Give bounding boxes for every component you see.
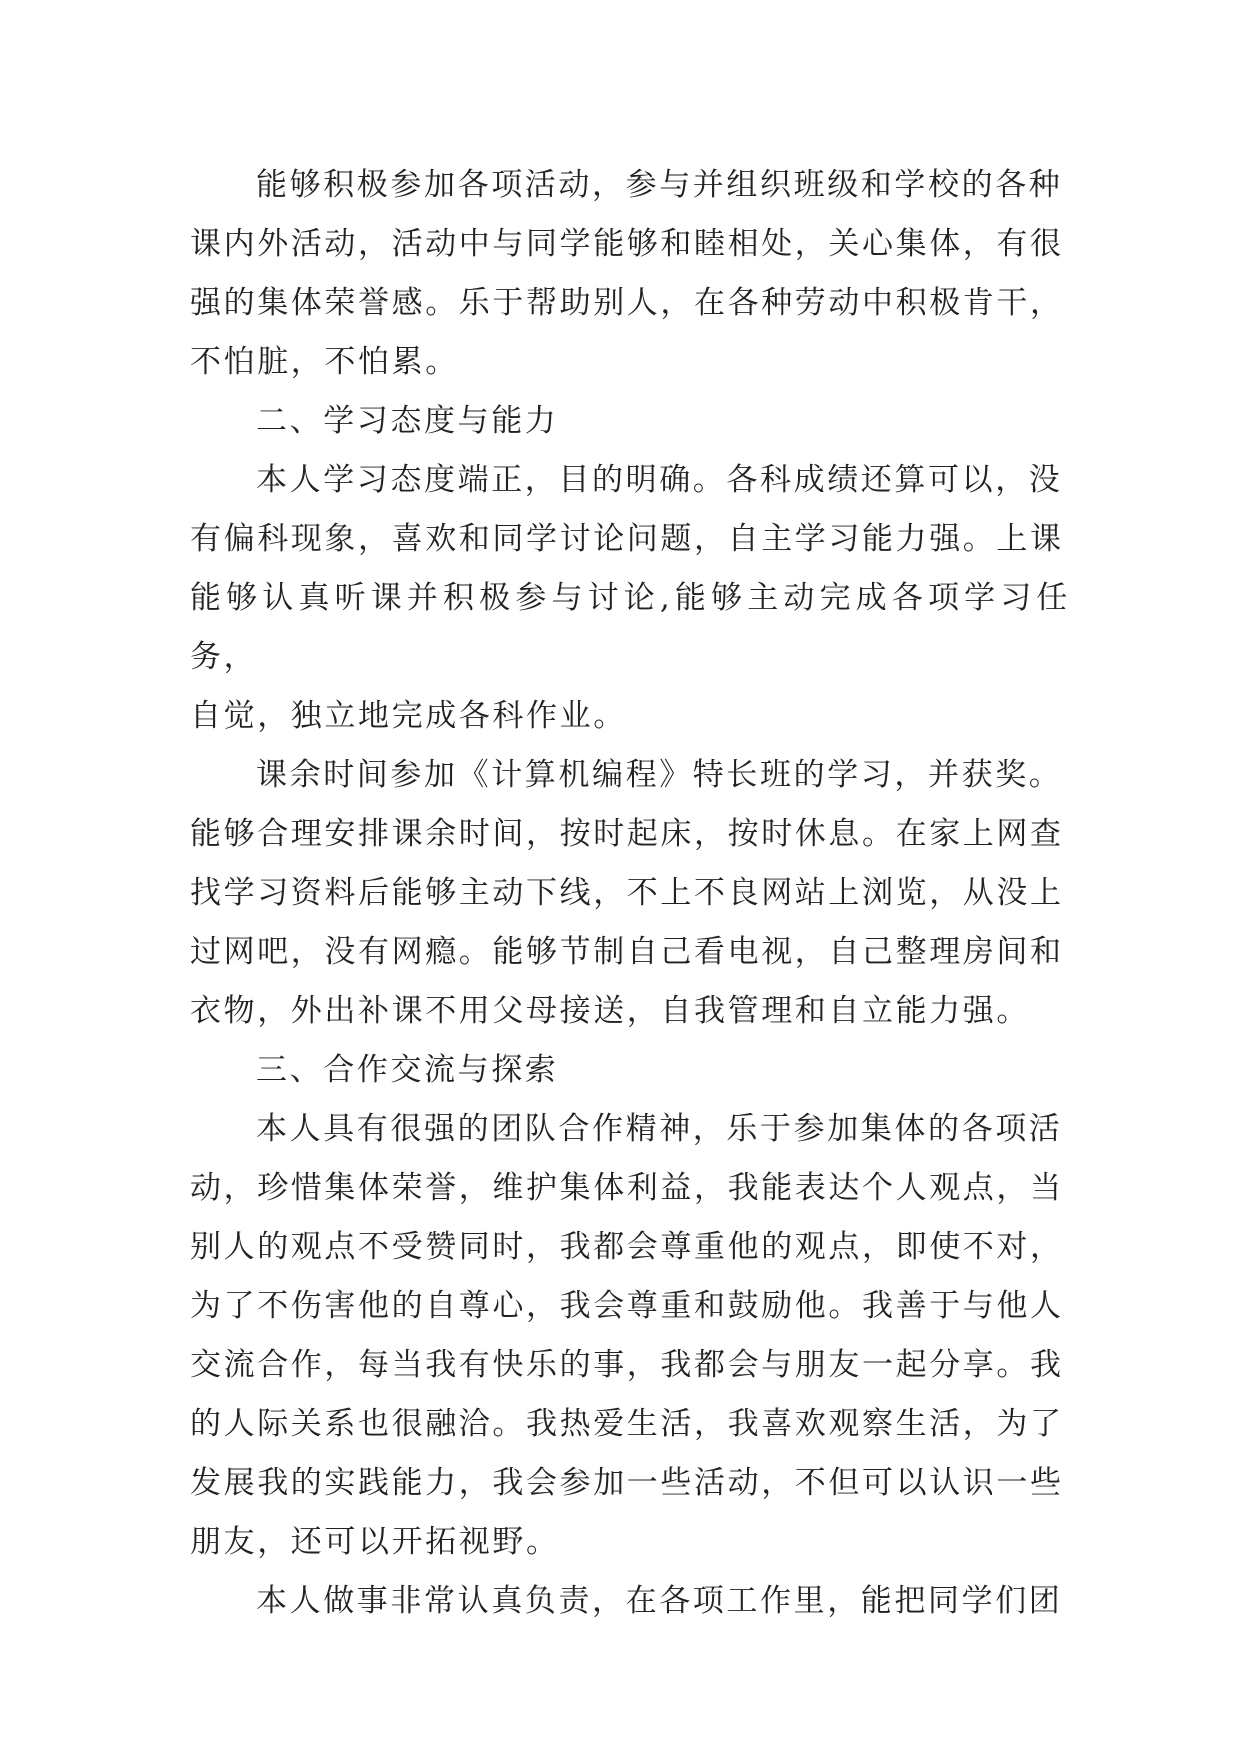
text-line: 能够认真听课并积极参与讨论,能够主动完成各项学习任务， [190, 580, 1070, 675]
text-line: 强的集体荣誉感。乐于帮助别人，在各种劳动中积极肯干， [190, 285, 1064, 321]
text-line: 本人具有很强的团队合作精神，乐于参加集体的各项活 [256, 1111, 1063, 1147]
paragraph-spare-time [190, 746, 1070, 1041]
paragraph-responsibility [190, 1572, 1070, 1631]
text-line: 衣物，外出补课不用父母接送，自我管理和自立能力强。 [190, 993, 1030, 1029]
paragraph-learning-attitude [190, 451, 1070, 746]
text-line: 动，珍惜集体荣誉，维护集体利益，我能表达个人观点，当 [190, 1170, 1064, 1206]
text-line: 能够积极参加各项活动，参与并组织班级和学校的各种 [256, 167, 1063, 203]
paragraph-activities [190, 156, 1070, 392]
section-heading-learning: 二、学习态度与能力 [256, 403, 559, 439]
paragraph-teamwork [190, 1100, 1070, 1572]
text-line: 课余时间参加《计算机编程》特长班的学习，并获奖。 [256, 757, 1063, 793]
text-line: 交流合作，每当我有快乐的事，我都会与朋友一起分享。我 [190, 1347, 1064, 1383]
text-line: 本人学习态度端正，目的明确。各科成绩还算可以，没 [256, 462, 1063, 498]
text-line: 发展我的实践能力，我会参加一些活动，不但可以认识一些 [190, 1465, 1064, 1501]
text-line: 朋友，还可以开拓视野。 [190, 1524, 560, 1560]
section-heading-cooperation: 三、合作交流与探索 [256, 1052, 559, 1088]
text-line: 课内外活动，活动中与同学能够和睦相处，关心集体，有很 [190, 226, 1064, 262]
document-body [190, 156, 1070, 1631]
text-line: 的人际关系也很融洽。我热爱生活，我喜欢观察生活，为了 [190, 1406, 1064, 1442]
text-line: 本人做事非常认真负责，在各项工作里，能把同学们团 [256, 1583, 1063, 1619]
text-line: 别人的观点不受赞同时，我都会尊重他的观点，即使不对， [190, 1229, 1064, 1265]
text-line: 找学习资料后能够主动下线，不上不良网站上浏览，从没上 [190, 875, 1064, 911]
text-line: 有偏科现象，喜欢和同学讨论问题，自主学习能力强。上课 [190, 521, 1064, 557]
text-line: 能够合理安排课余时间，按时起床，按时休息。在家上网查 [190, 816, 1064, 852]
text-line: 不怕脏，不怕累。 [190, 344, 459, 380]
text-line: 为了不伤害他的自尊心，我会尊重和鼓励他。我善于与他人 [190, 1288, 1064, 1324]
text-line: 自觉，独立地完成各科作业。 [190, 698, 627, 734]
text-line: 过网吧，没有网瘾。能够节制自己看电视，自己整理房间和 [190, 934, 1064, 970]
